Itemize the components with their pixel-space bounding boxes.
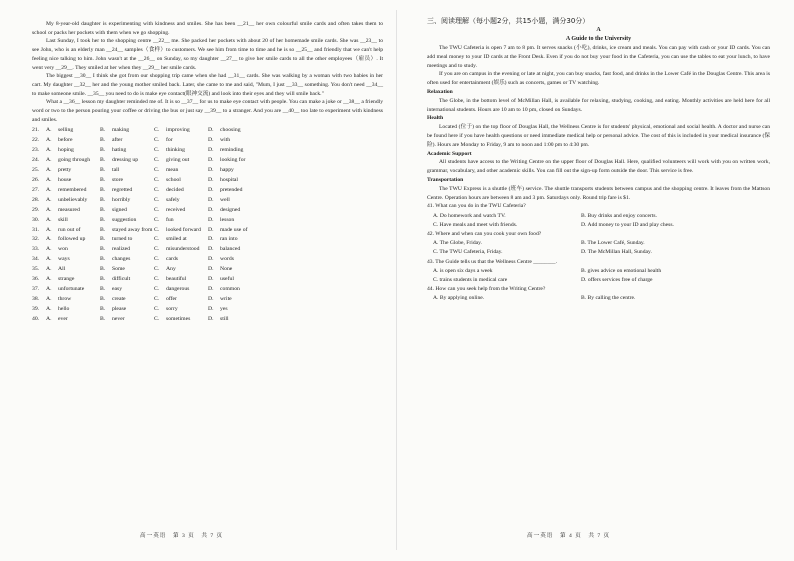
- option-letter: A.: [46, 137, 52, 144]
- option-text: sometimes: [166, 315, 191, 322]
- option-letter: D.: [208, 137, 214, 144]
- option-letter: A.: [46, 266, 52, 273]
- option-letter: C.: [154, 305, 160, 312]
- option-text: cards: [166, 256, 178, 263]
- question-stem: 42. Where and when can you cook your own food?: [427, 230, 542, 237]
- answer-options: [427, 248, 770, 257]
- option-text: reminding: [220, 147, 244, 154]
- answer-options: [427, 239, 770, 248]
- option-text: changes: [112, 256, 131, 263]
- option-letter: C.: [154, 167, 160, 174]
- passage-paragraph: The TWU Cafeteria is open 7 am to 8 pm. It serves snacks (小吃), drinks, ice cream and meals. You can pay with cash or your ID cards. You can add meal money to your ID cards at the Front Desk. Even if you do not buy your food in the Cafeteria, you can use the tables to eat your lunch, to have meetings and to study.: [427, 45, 770, 69]
- option-row: [32, 295, 383, 305]
- option-letter: D.: [208, 276, 214, 283]
- option-row: [32, 136, 383, 146]
- question-number: 36.: [32, 276, 40, 283]
- option-text: All: [58, 266, 66, 273]
- passage-paragraph: All students have access to the Writing Centre on the upper floor of Douglas Hall. Here, qualified volunteers will work with you on written work, grammar, vocabulary, and other academic skills. You can fill out the sign-up form outside the door. This service is free.: [427, 159, 770, 175]
- answer-options: [427, 294, 770, 303]
- option-letter: A.: [46, 285, 52, 292]
- option-letter: D.: [208, 226, 214, 233]
- question-list: [427, 202, 770, 303]
- answer-option: D. Add money to your ID and play chess.: [581, 221, 674, 228]
- option-text: hating: [112, 147, 127, 154]
- option-text: thinking: [166, 147, 185, 154]
- answer-options: [427, 276, 770, 285]
- option-letter: B.: [100, 157, 106, 164]
- option-letter: D.: [208, 285, 214, 292]
- option-text: never: [112, 315, 125, 322]
- answer-option: C. Have meals and meet with friends.: [433, 221, 518, 228]
- question-number: 40.: [32, 315, 40, 322]
- option-letter: D.: [208, 196, 214, 203]
- option-letter: C.: [154, 206, 160, 213]
- option-text: mean: [166, 167, 179, 174]
- passage-paragraph: Last Sunday, I took her to the shopping centre __22__ me. She packed her pockets with about 20 of her homemade smile cards. She was __23__ to see John, who is an elderly man __24__ samples（食样）to customers. We see him from time to time and he is so __25__ and friendly that we can't help feeling nice talking to him. John wasn't at the __26__ on Sunday, so my daughter __27__ to give her smile cards to all the other employees（雇员）. It went very __29__. They smiled at her when they __29__ her smile cards.: [32, 38, 383, 71]
- question-number: 22.: [32, 137, 40, 144]
- option-letter: B.: [100, 127, 106, 134]
- option-text: ran into: [220, 236, 238, 243]
- question-stem: 41. What can you do in the TWU Cafeteria?: [427, 203, 526, 210]
- option-letter: C.: [154, 256, 160, 263]
- option-letter: D.: [208, 167, 214, 174]
- option-row: [32, 265, 383, 275]
- option-letter: D.: [208, 266, 214, 273]
- right-page: [397, 0, 794, 561]
- option-letter: B.: [100, 137, 106, 144]
- option-letter: C.: [154, 186, 160, 193]
- option-letter: C.: [154, 246, 160, 253]
- option-letter: A.: [46, 196, 52, 203]
- option-letter: B.: [100, 206, 106, 213]
- option-letter: A.: [46, 276, 52, 283]
- option-letter: D.: [208, 147, 214, 154]
- question-stem: 44. How can you seek help from the Writing Centre?: [427, 286, 546, 293]
- option-letter: A.: [46, 206, 52, 213]
- answer-options: [427, 212, 770, 221]
- option-text: dressing up: [112, 157, 139, 164]
- option-letter: B.: [100, 246, 106, 253]
- option-letter: B.: [100, 266, 106, 273]
- option-letter: D.: [208, 236, 214, 243]
- option-letter: A.: [46, 315, 52, 322]
- option-letter: C.: [154, 147, 160, 154]
- option-text: words: [220, 256, 234, 263]
- option-text: improving: [166, 127, 190, 134]
- question-number: 26.: [32, 176, 40, 183]
- option-letter: A.: [46, 295, 52, 302]
- answer-option: A. Do homework and watch TV.: [433, 212, 506, 219]
- option-text: selling: [58, 127, 74, 134]
- answer-options: [427, 267, 770, 276]
- option-text: giving out: [166, 157, 190, 164]
- option-letter: C.: [154, 216, 160, 223]
- option-text: choosing: [220, 127, 241, 134]
- option-row: [32, 226, 383, 236]
- option-text: Any: [166, 266, 176, 273]
- option-letter: B.: [100, 226, 106, 233]
- option-letter: D.: [208, 305, 214, 312]
- option-text: remembered: [58, 186, 87, 193]
- question-number: 34.: [32, 256, 40, 263]
- option-row: [32, 245, 383, 255]
- option-letter: A.: [46, 147, 52, 154]
- question-stem: 43. The Guide tells us that the Wellness Centre ________.: [427, 258, 557, 265]
- option-text: lesson: [220, 216, 235, 223]
- passage-paragraph: The biggest __30__ I think she got from our shopping trip came when she had __31__ cards. She was walking by a woman with two babies in her cart. My daughter __32__ her and the young mother smiled back. Later, she came to me and said, "Mum, I just __33__ something. You don't need __34__ to make someone smile. __35__ you need to do is make eye contact(眼神交流) and look into their eyes and they will smile back.": [32, 73, 383, 97]
- passage-title: A Guide to the University: [565, 36, 632, 42]
- passage-paragraph: The Globe, in the bottom level of McMillan Hall, is available for relaxing, studying, cooking, and eating. Monthly activities are held here for all international students. Hours are 10 am to 10 pm, closed on Sundays.: [427, 97, 770, 113]
- question-number: 24.: [32, 157, 40, 164]
- option-text: turned to: [112, 236, 133, 243]
- option-row: [32, 156, 383, 166]
- option-text: offer: [166, 295, 177, 302]
- answer-option: B. gives advice on emotional health: [581, 267, 662, 274]
- question-number: 23.: [32, 147, 40, 154]
- option-text: house: [58, 176, 72, 183]
- question-number: 37.: [32, 285, 40, 292]
- option-text: store: [112, 176, 124, 183]
- option-text: looking for: [220, 157, 246, 164]
- option-text: still: [220, 315, 229, 322]
- option-letter: B.: [100, 315, 106, 322]
- option-row: [32, 305, 383, 315]
- option-text: decided: [166, 186, 184, 193]
- option-text: received: [166, 206, 186, 213]
- option-letter: C.: [154, 137, 160, 144]
- question-number: 33.: [32, 246, 40, 253]
- page-footer-right: 高一英语 第 4 页 共 7 页: [527, 533, 611, 539]
- option-text: dangerous: [166, 285, 190, 292]
- option-text: well: [220, 196, 230, 203]
- option-text: pretty: [58, 167, 72, 174]
- option-text: skill: [58, 216, 68, 223]
- option-text: throw: [58, 295, 72, 302]
- question-number: 38.: [32, 295, 40, 302]
- question-number: 30.: [32, 216, 40, 223]
- option-letter: A.: [46, 246, 52, 253]
- option-letter: C.: [154, 295, 160, 302]
- option-text: Some: [112, 266, 125, 273]
- option-text: signed: [112, 206, 127, 213]
- option-text: unbelievably: [58, 196, 88, 203]
- heading-health: Health: [427, 115, 444, 122]
- option-row: [32, 216, 383, 226]
- option-letter: C.: [154, 285, 160, 292]
- option-text: looked forward: [166, 226, 201, 233]
- option-text: with: [220, 137, 231, 144]
- option-text: regretted: [112, 186, 133, 193]
- passage-letter: A: [596, 27, 601, 33]
- answer-option: C. The TWU Cafeteria, Friday.: [433, 249, 503, 256]
- cloze-passage: [32, 20, 383, 124]
- page-footer-left: 高一英语 第 3 页 共 7 页: [140, 533, 224, 539]
- option-letter: D.: [208, 256, 214, 263]
- option-text: after: [112, 137, 123, 144]
- option-text: yes: [220, 305, 228, 312]
- option-letter: A.: [46, 127, 52, 134]
- question-number: 21.: [32, 127, 40, 134]
- answer-option: B. The Lower Café, Sunday.: [581, 240, 645, 247]
- answer-option: B. By calling the centre.: [581, 295, 636, 302]
- option-letter: A.: [46, 186, 52, 193]
- option-text: useful: [220, 276, 234, 283]
- option-letter: B.: [100, 285, 106, 292]
- option-row: [32, 255, 383, 265]
- heading-transportation: Transportation: [427, 176, 464, 183]
- option-text: hello: [58, 305, 70, 312]
- question-number: 32.: [32, 236, 40, 243]
- reading-passage: [427, 44, 770, 202]
- cloze-options: [32, 126, 383, 324]
- option-letter: C.: [154, 315, 160, 322]
- passage-paragraph: If you are on campus in the evening or late at night, you can buy snacks, fast food, and drinks in the Lower Café in the Douglas Centre. This area is often used for entertainment (娱乐) such as concerts, games or TV watching.: [427, 71, 770, 87]
- answer-option: D. The McMillan Hall, Sunday.: [581, 249, 652, 256]
- option-letter: A.: [46, 305, 52, 312]
- option-letter: D.: [208, 176, 214, 183]
- option-letter: B.: [100, 276, 106, 283]
- option-row: [32, 186, 383, 196]
- option-text: beautiful: [166, 276, 187, 283]
- option-letter: C.: [154, 226, 160, 233]
- answer-option: A. is open six days a week: [433, 267, 493, 274]
- option-letter: A.: [46, 176, 52, 183]
- option-text: ways: [58, 256, 70, 263]
- option-letter: D.: [208, 246, 214, 253]
- option-text: hospital: [220, 176, 239, 183]
- option-letter: B.: [100, 196, 106, 203]
- option-text: strange: [58, 276, 75, 283]
- option-text: made use of: [220, 226, 248, 233]
- option-text: tall: [112, 167, 120, 174]
- option-letter: A.: [46, 216, 52, 223]
- option-text: stayed away from: [112, 226, 153, 233]
- option-letter: B.: [100, 236, 106, 243]
- option-text: won: [58, 246, 68, 253]
- option-row: [32, 176, 383, 186]
- option-letter: C.: [154, 176, 160, 183]
- option-letter: D.: [208, 127, 214, 134]
- option-letter: B.: [100, 216, 106, 223]
- option-letter: C.: [154, 266, 160, 273]
- option-text: smiled at: [166, 236, 187, 243]
- section-title: 三、阅读理解（每小题2分，共15小题，满分30分）: [427, 17, 590, 25]
- option-letter: D.: [208, 216, 214, 223]
- option-text: measured: [58, 206, 80, 213]
- option-text: happy: [220, 167, 234, 174]
- answer-option: A. By applying online.: [433, 295, 485, 302]
- option-text: easy: [112, 285, 123, 292]
- option-text: followed up: [58, 236, 86, 243]
- option-letter: D.: [208, 295, 214, 302]
- option-text: making: [112, 127, 130, 134]
- option-letter: C.: [154, 157, 160, 164]
- option-text: pretended: [220, 186, 243, 193]
- option-letter: A.: [46, 236, 52, 243]
- option-letter: C.: [154, 276, 160, 283]
- question-number: 31.: [32, 226, 40, 233]
- passage-paragraph: What a __36__ lesson my daughter reminded me of. It is so __37__ for us to make eye contact with people. You can make a joke or __38__ a friendly word or two to the person pouring your coffee or driving the bus or just say __39__ to a stranger. And you are __40__ too late to experiment with kindness and smiles.: [32, 99, 383, 123]
- option-letter: C.: [154, 196, 160, 203]
- option-text: common: [220, 285, 240, 292]
- option-letter: A.: [46, 157, 52, 164]
- option-letter: A.: [46, 256, 52, 263]
- option-row: [32, 285, 383, 295]
- option-text: going through: [58, 157, 91, 164]
- option-text: realized: [112, 246, 130, 253]
- option-letter: C.: [154, 127, 160, 134]
- option-text: safely: [166, 196, 180, 203]
- option-text: before: [58, 137, 73, 144]
- option-letter: B.: [100, 305, 106, 312]
- option-text: ever: [58, 315, 68, 322]
- answer-options: [427, 221, 770, 230]
- option-letter: D.: [208, 186, 214, 193]
- option-letter: D.: [208, 157, 214, 164]
- option-text: please: [112, 305, 127, 312]
- option-text: horribly: [112, 196, 131, 203]
- heading-relaxation: Relaxation: [427, 88, 453, 95]
- option-text: difficult: [112, 276, 131, 283]
- option-text: unfortunate: [58, 285, 85, 292]
- option-letter: D.: [208, 315, 214, 322]
- option-row: [32, 275, 383, 285]
- option-letter: B.: [100, 295, 106, 302]
- answer-option: D. offers services free of charge: [581, 276, 653, 283]
- question-number: 28.: [32, 196, 40, 203]
- passage-paragraph: The TWU Express is a shuttle (班车) service. The shuttle transports students between campus and the shopping centre. It leaves from the Mattson Centre. Operation hours are between 8 am and 3 pm. Saturdays only. Round trip fare is $1.: [427, 185, 770, 201]
- answer-option: C. trains students in medical care: [433, 276, 508, 283]
- option-row: [32, 146, 383, 156]
- option-letter: B.: [100, 176, 106, 183]
- option-text: suggestion: [112, 216, 137, 223]
- option-letter: D.: [208, 206, 214, 213]
- question-number: 29.: [32, 206, 40, 213]
- answer-option: B. Buy drinks and enjoy concerts.: [581, 212, 657, 219]
- option-letter: B.: [100, 167, 106, 174]
- question-number: 35.: [32, 266, 40, 273]
- passage-paragraph: Located (位于) on the top floor of Douglas Hall, the Wellness Centre is for students' physical, emotional and social health. A doctor and nurse can be found here if you have health questions or need immediate medical help or personal advice. The cost of this is included in your medical insurance (保险). Hours are Monday to Friday, 9 am to noon and 1:00 pm to 4:30 pm.: [427, 124, 770, 148]
- option-letter: B.: [100, 256, 106, 263]
- option-letter: A.: [46, 167, 52, 174]
- option-letter: C.: [154, 236, 160, 243]
- option-letter: B.: [100, 186, 106, 193]
- option-text: create: [112, 295, 126, 302]
- option-row: [32, 235, 383, 245]
- option-row: [32, 315, 383, 325]
- option-row: [32, 166, 383, 176]
- option-text: sorry: [166, 305, 178, 312]
- option-letter: B.: [100, 147, 106, 154]
- option-letter: A.: [46, 226, 52, 233]
- answer-option: A. The Globe, Friday.: [433, 240, 482, 247]
- option-text: balanced: [220, 246, 241, 253]
- option-row: [32, 196, 383, 206]
- option-row: [32, 126, 383, 136]
- option-text: write: [220, 295, 232, 302]
- question-number: 27.: [32, 186, 40, 193]
- heading-academic-support: Academic Support: [427, 150, 472, 157]
- option-text: fun: [166, 216, 174, 223]
- option-row: [32, 206, 383, 216]
- question-number: 25.: [32, 167, 40, 174]
- option-text: None: [220, 266, 233, 273]
- option-text: run out of: [58, 226, 81, 233]
- passage-paragraph: My 8-year-old daughter is experimenting with kindness and smiles. She has been __21__ her own colourful smile cards and often takes them to school or packs her pockets with them when we go shopping.: [32, 21, 383, 36]
- option-text: for: [166, 137, 173, 144]
- option-text: school: [166, 176, 181, 183]
- option-text: misunderstood: [166, 246, 200, 253]
- option-text: hoping: [58, 147, 74, 154]
- question-number: 39.: [32, 305, 40, 312]
- option-text: designed: [220, 206, 241, 213]
